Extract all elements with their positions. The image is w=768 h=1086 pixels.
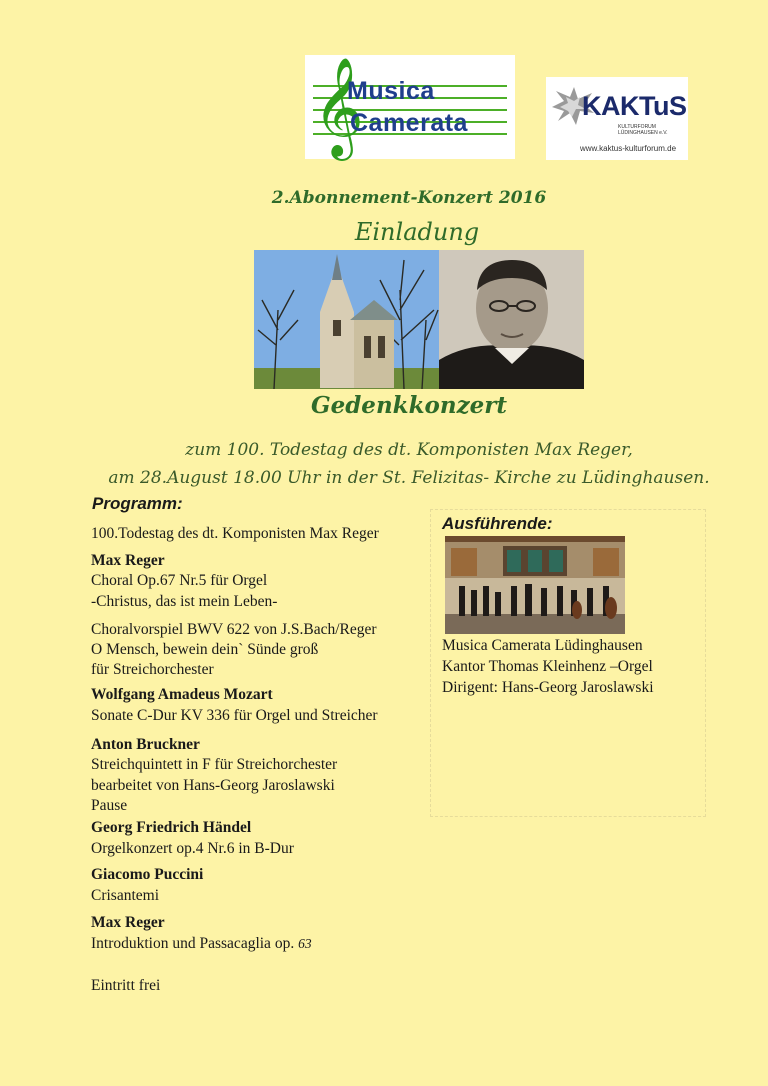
composer-mozart: Wolfgang Amadeus Mozart: [91, 686, 273, 703]
composer-puccini: Giacomo Puccini: [91, 866, 204, 883]
program-item: Orgelkonzert op.4 Nr.6 in B-Dur: [91, 840, 294, 857]
performers-heading: Ausführende:: [442, 514, 553, 533]
musica-camerata-logo: [305, 55, 515, 159]
program-item: Streichquintett in F für Streichorchester: [91, 756, 338, 773]
kaktus-logo: [546, 77, 688, 160]
program-item-text: Introduktion und Passacaglia op.: [91, 935, 299, 952]
max-reger-portrait: [439, 250, 584, 389]
concert-subtitle: 2.Abonnement-Konzert 2016: [271, 188, 547, 208]
composer-reger-2: Max Reger: [91, 914, 165, 931]
kaktus-subtitle: KULTURFORUM LÜDINGHAUSEN e.V.: [618, 124, 668, 136]
treble-clef-icon: 𝄞: [313, 59, 364, 155]
composer-bruckner: Anton Bruckner: [91, 736, 200, 753]
kaktus-name: KAKTuS: [582, 91, 687, 121]
opus-number: 63: [298, 936, 312, 951]
performer-ensemble: Musica Camerata Lüdinghausen: [442, 637, 643, 654]
event-date-location: am 28.August 18.00 Uhr in der St. Felizitas- Kirche zu Lüdinghausen.: [108, 468, 710, 488]
program-item: Pause: [91, 797, 128, 814]
program-item: bearbeitet von Hans-Georg Jaroslawski: [91, 777, 335, 794]
program-item: [91, 934, 312, 953]
program-item: Sonate C-Dur KV 336 für Orgel und Streicher: [91, 707, 378, 724]
ensemble-photo: [445, 536, 625, 634]
program-item: -Christus, das ist mein Leben-: [91, 593, 278, 610]
logo-word-musica: Musica: [347, 77, 435, 105]
program-item: Choralvorspiel BWV 622 von J.S.Bach/Reger: [91, 621, 377, 638]
program-intro: 100.Todestag des dt. Komponisten Max Reger: [91, 525, 379, 542]
logo-word-camerata: Camerata: [350, 109, 468, 137]
church-photo: [254, 250, 439, 389]
composer-handel: Georg Friedrich Händel: [91, 819, 252, 836]
program-item: Crisantemi: [91, 887, 160, 904]
program-item: für Streichorchester: [91, 661, 214, 678]
page-title: Einladung: [354, 218, 480, 246]
kaktus-url: www.kaktus-kulturforum.de: [580, 144, 677, 153]
event-occasion: zum 100. Todestag des dt. Komponisten Max Reger,: [185, 440, 633, 460]
program-item: O Mensch, bewein dein` Sünde groß: [91, 641, 319, 658]
performer-conductor: Dirigent: Hans-Georg Jaroslawski: [442, 679, 654, 696]
composer-reger-1: Max Reger: [91, 552, 165, 569]
admission-note: Eintritt frei: [91, 977, 161, 994]
event-title: Gedenkkonzert: [310, 392, 508, 419]
performer-organ: Kantor Thomas Kleinhenz –Orgel: [442, 658, 653, 675]
program-item: Choral Op.67 Nr.5 für Orgel: [91, 572, 268, 589]
program-heading: Programm:: [92, 494, 183, 513]
